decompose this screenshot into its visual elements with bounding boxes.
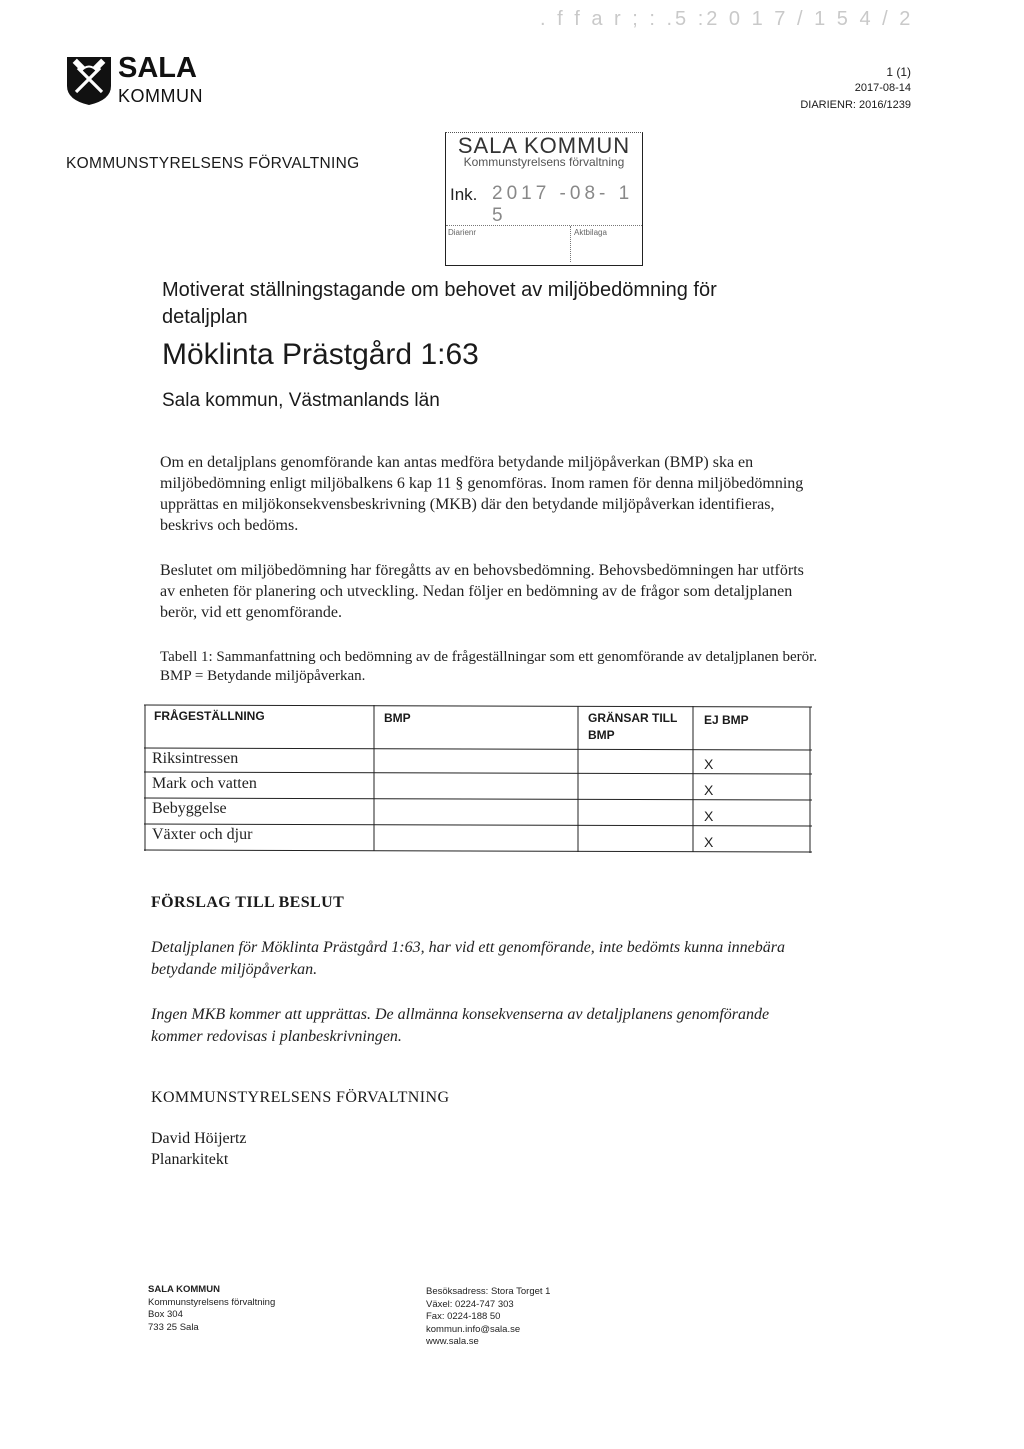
document-date: 2017-08-14 [854, 82, 911, 94]
footer-phone: Växel: 0224-747 303 [426, 1298, 514, 1310]
footer-website: www.sala.se [426, 1336, 479, 1347]
table-row-issue: Växter och djur [152, 826, 253, 843]
footer-box: Box 304 [148, 1309, 183, 1320]
column-header-bmp: BMP [384, 711, 411, 725]
table-row-ej-bmp-mark: X [704, 834, 714, 850]
logo-wordmark-kommun: KOMMUN [118, 86, 203, 106]
crossed-hammers-shield-icon [66, 56, 112, 106]
stamp-organisation: SALA KOMMUN [457, 133, 631, 158]
signature-name: David Höijertz [151, 1130, 247, 1147]
table-row-issue: Riksintressen [152, 750, 239, 767]
department-name: KOMMUNSTYRELSENS FÖRVALTNING [66, 155, 360, 172]
footer-postal-code: 733 25 Sala [148, 1321, 199, 1333]
stamp-received-date: 2017 -08- 1 5 [492, 183, 634, 226]
signature-department: KOMMUNSTYRELSENS FÖRVALTNING [151, 1089, 450, 1106]
sala-kommun-logo [66, 52, 236, 112]
decision-text: Ingen MKB kommer att upprättas. De allmänna konsekvenserna av detaljplanens genomförande kommer redovisas i planbeskrivningen. [151, 1006, 770, 1045]
assessment-table [144, 704, 812, 854]
table-row-issue: Bebyggelse [152, 800, 227, 817]
plan-property-title: Möklinta Prästgård 1:63 [162, 338, 479, 371]
table-row-issue: Mark och vatten [152, 775, 257, 792]
footer-postal-address [148, 1284, 275, 1334]
stamp-department: Kommunstyrelsens förvaltning [463, 155, 625, 169]
document-diarienr: DIARIENR: 2016/1239 [800, 99, 911, 111]
footer-fax: Fax: 0224-188 50 [426, 1311, 501, 1322]
decision-text: Detaljplanen för Möklinta Prästgård 1:63, har vid ett genomförande, inte bedömts kunna innebära betydande miljöpåverkan. [151, 939, 785, 978]
logo-wordmark-sala: SALA [118, 52, 197, 84]
footer-department: Kommunstyrelsens förvaltning [148, 1296, 276, 1308]
footer-organisation: SALA KOMMUN [148, 1284, 220, 1295]
table-row-ej-bmp-mark: X [704, 756, 714, 772]
column-header-ej-bmp: EJ BMP [704, 713, 749, 727]
footer-visiting-address: Besöksadress: Stora Torget 1 [426, 1286, 551, 1297]
stamp-aktbilaga-label: Aktbilaga [574, 228, 607, 237]
page-number: 1 (1) [886, 65, 911, 79]
body-paragraph: Om en detaljplans genomförande kan antas medföra betydande miljöpåverkan (BMP) ska en miljöbedömning enligt miljöbalkens 6 kap 11 § genomföras. Inom ramen för denna miljöbedömning upprättas en miljökonsekvensbeskrivning (MKB) där den betydande miljöpåverkan identifieras, beskrivs och bedöms. [160, 454, 804, 534]
stamp-registration-row [446, 225, 642, 264]
stamp-diarienr-label: Diarienr [448, 228, 477, 237]
table-caption: Tabell 1: Sammanfattning och bedömning av de frågeställningar som ett genomförande av detaljplanen berör. BMP = Betydande miljöpåverkan. [160, 649, 818, 684]
decision-heading: FÖRSLAG TILL BESLUT [151, 894, 345, 911]
footer-contact [426, 1286, 550, 1349]
table-row-ej-bmp-mark: X [704, 808, 714, 824]
column-header-borderline: GRÄNSAR TILL BMP [588, 711, 678, 742]
footer-email: kommun.info@sala.se [426, 1323, 521, 1335]
body-paragraph: Beslutet om miljöbedömning har föregåtts av en behovsbedömning. Behovsbedömningen har utförts av enheten för planering och utveckling. Nedan följer en bedömning av de frågor som detaljplanen berör, vid ett genomförande. [160, 562, 804, 621]
received-stamp [445, 132, 643, 266]
municipality-region: Sala kommun, Västmanlands län [162, 390, 440, 411]
registration-stamp-text: . f f a r ; : .5 :2 0 1 7 / 1 5 4 / 2 [540, 8, 914, 30]
table-row-ej-bmp-mark: X [704, 782, 714, 798]
stamp-divider [570, 226, 571, 262]
column-header-issue: FRÅGESTÄLLNING [154, 709, 265, 723]
document-heading: Motiverat ställningstagande om behovet av miljöbedömning för detaljplan [162, 279, 717, 328]
stamp-ink-label: Ink. [450, 185, 478, 204]
signature-title: Planarkitekt [151, 1151, 229, 1168]
